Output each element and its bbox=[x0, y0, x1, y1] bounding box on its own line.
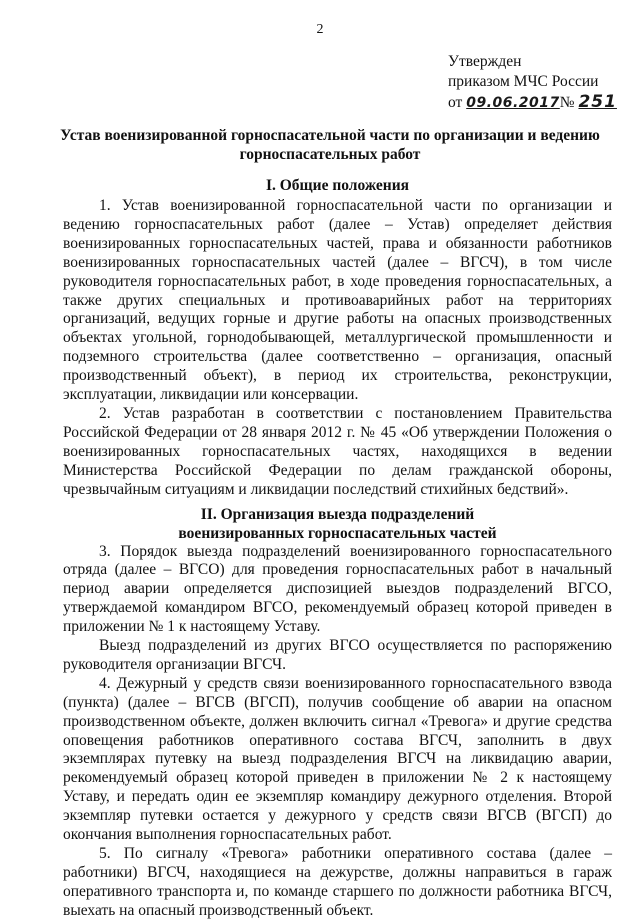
paragraph-5: 5. По сигналу «Тревога» работники оперативного состава (далее – работники) ВГСЧ, находящиеся на дежурстве, должны направиться в гараж оперативного транспорта и, по команде старшего по должности работника ВГСЧ, выехать на опасный производственный объект. bbox=[63, 845, 612, 919]
handwritten-date: 09.06.2017 bbox=[466, 95, 560, 111]
paragraph-1: 1. Устав военизированной горноспасательной части по организации и ведению горноспасательных работ (далее – Устав) определяет действия военизированных горноспасательных частей, права и обязанности работников военизированных горноспасательных частей (далее – ВГСЧ), в том числе руководителя горноспасательных работ, в ходе проведения горноспасательных, а также других специальных и противоаварийных работ на территориях организаций, ведущих горные и другие работы на опасных производственных объектах угольной, горнодобывающей, металлургической промышленности и подземного строительства (далее соответственно – организация, опасный производственный объект), в период их строительства, реконструкции, эксплуатации, ликвидации или консервации. bbox=[63, 197, 612, 404]
paragraph-4: 4. Дежурный у средств связи военизированного горноспасательного взвода (пункта) (далее – ВГСВ (ВГСП), получив сообщение об аварии на опасном производственном объекте, должен включить сигнал «Тревога» и другие средства оповещения работников оперативного состава ВГСЧ, заполнить в двух экземплярах путевку на выезд подразделения ВГСЧ на ликвидацию аварии, рекомендуемый образец которой приведен в приложении № 2 к настоящему Уставу, и передать один ее экземпляр командиру дежурного отделения. Второй экземпляр путевки остается у дежурного у средств связи ВГСВ (ВГСП) до окончания выполнения горноспасательных работ. bbox=[63, 674, 612, 844]
handwritten-order-number: 251 bbox=[578, 92, 617, 112]
paragraph-3-continued: Выезд подразделений из других ВГСО осуществляется по распоряжению руководителя организации ВГСЧ. bbox=[63, 637, 612, 673]
date-prefix: от bbox=[448, 94, 463, 111]
document-body bbox=[63, 176, 612, 921]
number-sign: № bbox=[559, 94, 575, 111]
document-title: Устав военизированной горноспасательной части по организации и ведению горноспасательных работ bbox=[60, 127, 600, 163]
section-1-heading: I. Общие положения bbox=[265, 177, 410, 194]
approval-line-order: приказом МЧС России bbox=[448, 73, 599, 90]
paragraph-3: 3. Порядок выезда подразделений военизированного горноспасательного отряда (далее – ВГСО) для проведения горноспасательных работ в начальный период аварии определяется диспозицией выездов подразделений ВГСО, утверждаемой командиром ВГСО, рекомендуемый образец которой приведен в приложении № 1 к настоящему Уставу. bbox=[63, 542, 612, 636]
page-number: 2 bbox=[316, 22, 324, 37]
approval-block bbox=[448, 52, 617, 113]
approval-line-approved: Утвержден bbox=[448, 53, 522, 70]
section-2-heading-line2: военизированных горноспасательных частей bbox=[178, 524, 497, 542]
approval-line-date bbox=[448, 92, 617, 113]
section-2-heading bbox=[63, 505, 612, 543]
paragraph-2: 2. Устав разработан в соответствии с постановлением Правительства Российской Федерации от 28 января 2012 г. № 45 «Об утверждении Положения о военизированных горноспасательных частях, находящихся в ведении Министерства Российской Федерации по делам гражданской обороны, чрезвычайным ситуациям и ликвидации последствий стихийных бедствий». bbox=[63, 404, 612, 498]
section-2-heading-line1: II. Организация выезда подразделений bbox=[200, 505, 475, 523]
